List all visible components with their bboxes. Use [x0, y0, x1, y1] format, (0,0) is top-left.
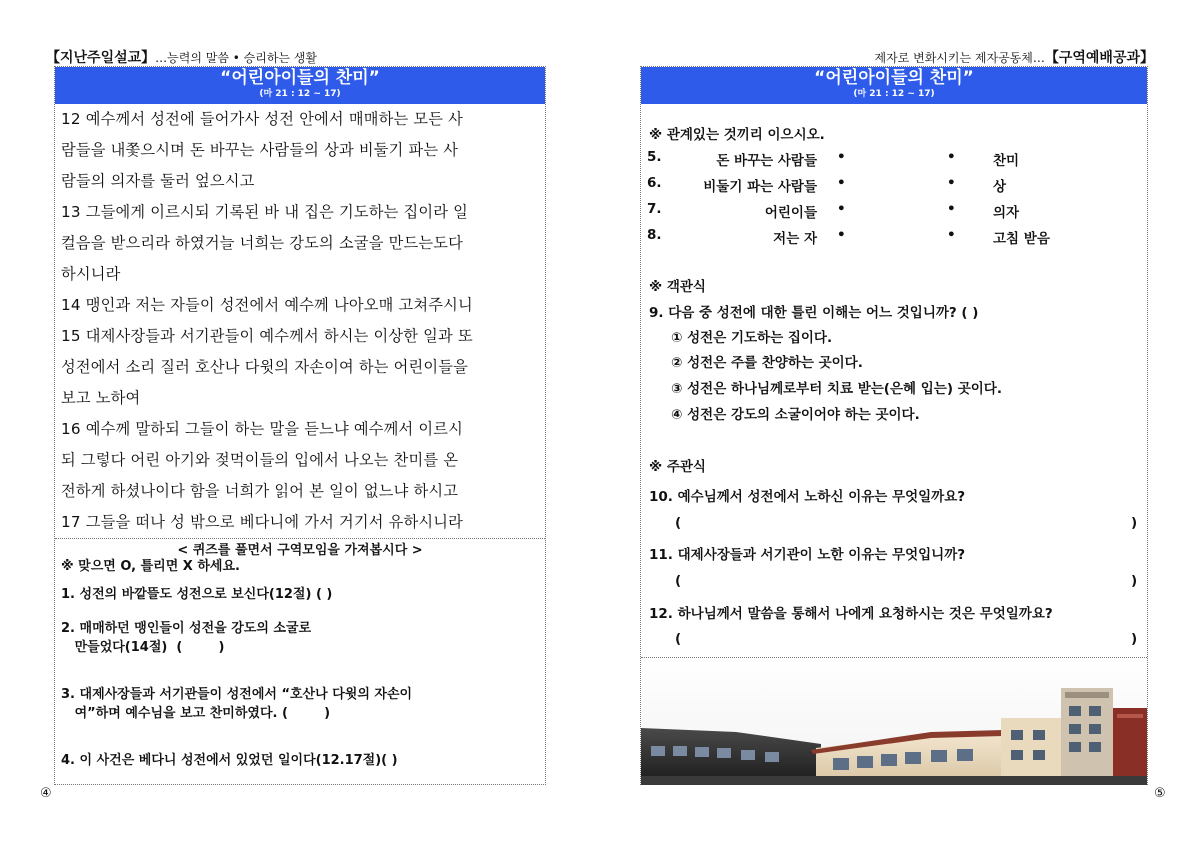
- answer-close-paren: ): [1131, 631, 1138, 647]
- matching-left-term: 비둘기 파는 사람들: [703, 179, 817, 195]
- subjective-question: 11. 대제사장들과 서기관이 노한 이유는 무엇입니까?: [649, 547, 966, 563]
- objective-option: ① 성전은 기도하는 집이다.: [671, 330, 833, 346]
- scripture-line: 14 맹인과 저는 자들이 성전에서 예수께 나아오매 고쳐주시니: [61, 296, 473, 314]
- answer-close-paren: ): [1131, 573, 1138, 589]
- quiz-question-text-cont: 여”하며 예수님을 보고 찬미하였다. ( ): [61, 706, 331, 721]
- matching-dot-right: •: [947, 201, 956, 217]
- quiz-question-text: 1. 성전의 바깥뜰도 성전으로 보신다(12절) ( ): [61, 587, 333, 602]
- right-page-number: ⑤: [1154, 786, 1166, 801]
- matching-right-term: 찬미: [993, 153, 1020, 169]
- matching-dot-right: •: [947, 227, 956, 243]
- matching-dot-right: •: [947, 149, 956, 165]
- scripture-line: 되 그렇다 어린 아기와 젖먹이들의 입에서 나오는 찬미를 온: [61, 451, 459, 469]
- right-page-panel: [640, 66, 1148, 785]
- scripture-line: 16 예수께 말하되 그들이 하는 말을 듣느냐 예수께서 이르시: [61, 420, 463, 438]
- right-banner-reference: (마 21 : 12 ~ 17): [853, 89, 935, 99]
- scripture-line: 13 그들에게 이르시되 기록된 바 내 집은 기도하는 집이라 일: [61, 203, 469, 221]
- section-divider: [55, 538, 545, 539]
- objective-option: ② 성전은 주를 찬양하는 곳이다.: [671, 355, 863, 371]
- answer-open-paren: (: [675, 515, 682, 531]
- subjective-question: 10. 예수님께서 성전에서 노하신 이유는 무엇일까요?: [649, 489, 966, 505]
- subjective-title: ※ 주관식: [649, 459, 706, 475]
- quiz-title: < 퀴즈를 풀면서 구역모임을 가져봅시다 >: [177, 543, 423, 558]
- church-building-photo: [641, 657, 1147, 785]
- objective-question: 9. 다음 중 성전에 대한 틀린 이해는 어느 것입니까? ( ): [649, 305, 979, 321]
- matching-left-term: 어린이들: [764, 205, 817, 221]
- objective-title: ※ 객관식: [649, 279, 706, 295]
- right-banner-title: “어린아이들의 찬미”: [814, 68, 974, 88]
- matching-left-term: 돈 바꾸는 사람들: [716, 153, 817, 169]
- left-page-number: ④: [40, 786, 52, 801]
- scripture-line: 하시니라: [61, 265, 121, 283]
- matching-dot-left: •: [837, 227, 846, 243]
- quiz-instruction: ※ 맞으면 O, 틀리면 X 하세요.: [61, 559, 240, 574]
- scripture-line: 성전에서 소리 질러 호산나 다윗의 자손이여 하는 어린이들을: [61, 358, 468, 376]
- answer-close-paren: ): [1131, 515, 1138, 531]
- left-header-bracket: 【지난주일설교】: [46, 50, 156, 66]
- scripture-line: 15 대제사장들과 서기관들이 예수께서 하시는 이상한 일과 또: [61, 327, 473, 345]
- matching-dot-left: •: [837, 175, 846, 191]
- quiz-question-text: 3. 대제사장들과 서기관들이 성전에서 “호산나 다윗의 자손이: [61, 687, 413, 702]
- right-header-bracket: 【구역예배공과】: [1044, 50, 1154, 66]
- quiz-question-4: [61, 751, 398, 770]
- scripture-line: 컬음을 받으리라 하였거늘 너희는 강도의 소굴을 만드는도다: [61, 234, 463, 252]
- answer-open-paren: (: [675, 631, 682, 647]
- left-banner-reference: (마 21 : 12 ~ 17): [259, 89, 341, 99]
- objective-option: ③ 성전은 하나님께로부터 치료 받는(은혜 입는) 곳이다.: [671, 381, 1002, 397]
- scripture-line: 보고 노하여: [61, 389, 141, 407]
- left-header-tail: …능력의 말씀 • 승리하는 생활: [155, 51, 318, 65]
- scripture-line: 12 예수께서 성전에 들어가사 성전 안에서 매매하는 모든 사: [61, 110, 463, 128]
- quiz-question-text: 4. 이 사건은 베다니 성전에서 있었던 일이다(12.17절)( ): [61, 753, 398, 768]
- right-title-banner: [641, 67, 1147, 104]
- quiz-question-3: [61, 685, 412, 723]
- scripture-line: 람들을 내쫓으시며 돈 바꾸는 사람들의 상과 비둘기 파는 사: [61, 141, 459, 159]
- matching-dot-left: •: [837, 201, 846, 217]
- matching-dot-right: •: [947, 175, 956, 191]
- scripture-passage: [55, 104, 545, 538]
- matching-title: ※ 관계있는 것끼리 이으시오.: [649, 127, 825, 143]
- quiz-question-text: 2. 매매하던 맹인들이 성전을 강도의 소굴로: [61, 621, 312, 636]
- matching-number: 6.: [647, 175, 662, 191]
- matching-dot-left: •: [837, 149, 846, 165]
- matching-number: 7.: [647, 201, 662, 217]
- ox-quiz: [55, 543, 545, 575]
- subjective-question: 12. 하나님께서 말씀을 통해서 나에게 요청하시는 것은 무엇일까요?: [649, 606, 1053, 622]
- scripture-line: 람들의 의자를 둘러 엎으시고: [61, 172, 255, 190]
- quiz-question-2: [61, 619, 311, 657]
- church-building-illustration: [641, 658, 1147, 785]
- matching-right-term: 고침 받음: [993, 231, 1050, 247]
- matching-number: 8.: [647, 227, 662, 243]
- matching-right-term: 의자: [993, 205, 1020, 221]
- objective-option: ④ 성전은 강도의 소굴이어야 하는 곳이다.: [671, 407, 920, 423]
- matching-right-term: 상: [993, 179, 1007, 195]
- right-header-lead: 제자로 변화시키는 제자공동체…: [874, 51, 1045, 65]
- scripture-line: 전하게 하셨나이다 함을 너희가 읽어 본 일이 없느냐 하시고: [61, 482, 459, 500]
- left-page-panel: [54, 66, 546, 785]
- matching-number: 5.: [647, 149, 662, 165]
- answer-open-paren: (: [675, 573, 682, 589]
- left-banner-title: “어린아이들의 찬미”: [220, 68, 380, 88]
- left-running-header: [46, 47, 317, 67]
- right-running-header: [875, 47, 1154, 67]
- left-title-banner: [55, 67, 545, 104]
- matching-left-term: 저는 자: [773, 231, 817, 247]
- quiz-question-text-cont: 만들었다(14절) ( ): [61, 640, 225, 655]
- scripture-line: 17 그들을 떠나 성 밖으로 베다니에 가서 거기서 유하시니라: [61, 513, 463, 531]
- quiz-question-1: [61, 585, 332, 604]
